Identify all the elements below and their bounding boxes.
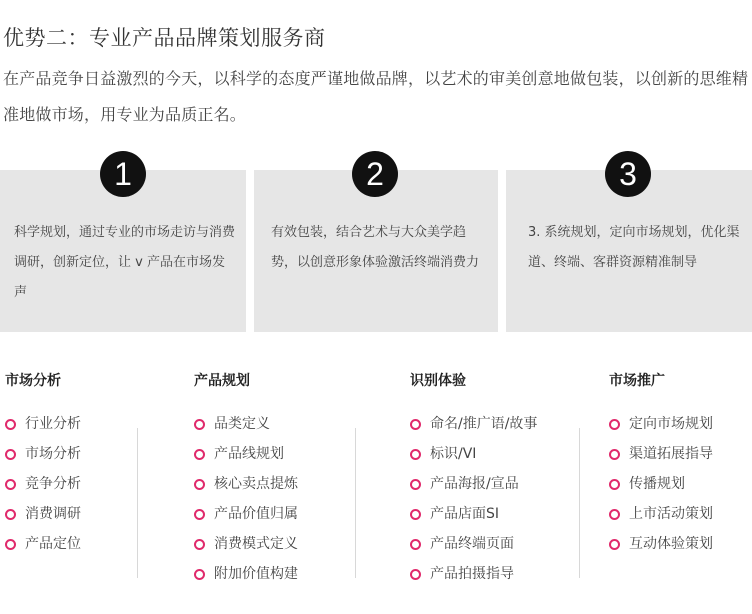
column-divider <box>579 428 580 578</box>
list-item: 竞争分析 <box>5 469 81 499</box>
service-list <box>410 409 537 589</box>
bullet-ring-icon <box>609 419 620 430</box>
column-heading: 市场推广 <box>609 373 665 389</box>
bullet-ring-icon <box>194 509 205 520</box>
bullet-ring-icon <box>194 449 205 460</box>
bullet-ring-icon <box>410 419 421 430</box>
list-item: 附加价值构建 <box>194 559 298 589</box>
service-list <box>194 409 298 589</box>
bullet-ring-icon <box>5 479 16 490</box>
list-item: 市场分析 <box>5 439 81 469</box>
advantage-card-1 <box>0 156 246 332</box>
column-market-promotion <box>609 370 713 559</box>
bullet-ring-icon <box>410 449 421 460</box>
list-item: 消费模式定义 <box>194 529 298 559</box>
bullet-ring-icon <box>410 569 421 580</box>
list-item: 产品海报/宣品 <box>410 469 537 499</box>
bullet-ring-icon <box>609 479 620 490</box>
list-item: 产品终端页面 <box>410 529 537 559</box>
card-text: 3. 系统规划，定向市场规划，优化渠道、终端、客群资源精准制导 <box>528 225 740 270</box>
column-heading: 市场分析 <box>5 373 61 389</box>
column-product-planning <box>194 370 298 589</box>
list-item: 互动体验策划 <box>609 529 713 559</box>
column-divider <box>137 428 138 578</box>
service-list <box>609 409 713 559</box>
bullet-ring-icon <box>194 569 205 580</box>
page-title: 优势二：专业产品品牌策划服务商 <box>3 26 326 50</box>
bullet-ring-icon <box>5 419 16 430</box>
column-identity-experience <box>410 370 537 589</box>
advantage-card-2 <box>254 156 498 332</box>
bullet-ring-icon <box>194 539 205 550</box>
bullet-ring-icon <box>609 539 620 550</box>
bullet-ring-icon <box>410 539 421 550</box>
list-item: 行业分析 <box>5 409 81 439</box>
service-list <box>5 409 81 559</box>
list-item: 上市活动策划 <box>609 499 713 529</box>
list-item: 产品拍摄指导 <box>410 559 537 589</box>
bullet-ring-icon <box>609 449 620 460</box>
bullet-ring-icon <box>410 479 421 490</box>
column-divider <box>355 428 356 578</box>
list-item: 消费调研 <box>5 499 81 529</box>
bullet-ring-icon <box>5 509 16 520</box>
bullet-ring-icon <box>5 449 16 460</box>
bullet-ring-icon <box>5 539 16 550</box>
step-number-badge: 2 <box>352 151 398 197</box>
list-item: 传播规划 <box>609 469 713 499</box>
bullet-ring-icon <box>609 509 620 520</box>
card-text: 科学规划，通过专业的市场走访与消费调研，创新定位，让 v 产品在市场发声 <box>14 225 236 300</box>
list-item: 产品定位 <box>5 529 81 559</box>
advantage-card-3 <box>506 156 752 332</box>
list-item: 品类定义 <box>194 409 298 439</box>
intro-paragraph: 在产品竞争日益激烈的今天，以科学的态度严谨地做品牌，以艺术的审美创意地做包装，以创新的思维精准地做市场，用专业为品质正名。 <box>3 69 749 124</box>
list-item: 命名/推广语/故事 <box>410 409 537 439</box>
card-text: 有效包装，结合艺术与大众美学趋势，以创意形象体验激活终端消费力 <box>271 225 480 270</box>
list-item: 渠道拓展指导 <box>609 439 713 469</box>
bullet-ring-icon <box>194 479 205 490</box>
bullet-ring-icon <box>194 419 205 430</box>
column-heading: 识别体验 <box>410 373 466 389</box>
bullet-ring-icon <box>410 509 421 520</box>
step-number-badge: 3 <box>605 151 651 197</box>
column-market-analysis <box>5 370 81 559</box>
list-item: 产品价值归属 <box>194 499 298 529</box>
column-heading: 产品规划 <box>194 373 250 389</box>
list-item: 产品线规划 <box>194 439 298 469</box>
step-number-badge: 1 <box>100 151 146 197</box>
list-item: 核心卖点提炼 <box>194 469 298 499</box>
list-item: 定向市场规划 <box>609 409 713 439</box>
list-item: 产品店面SI <box>410 499 537 529</box>
list-item: 标识/VI <box>410 439 537 469</box>
